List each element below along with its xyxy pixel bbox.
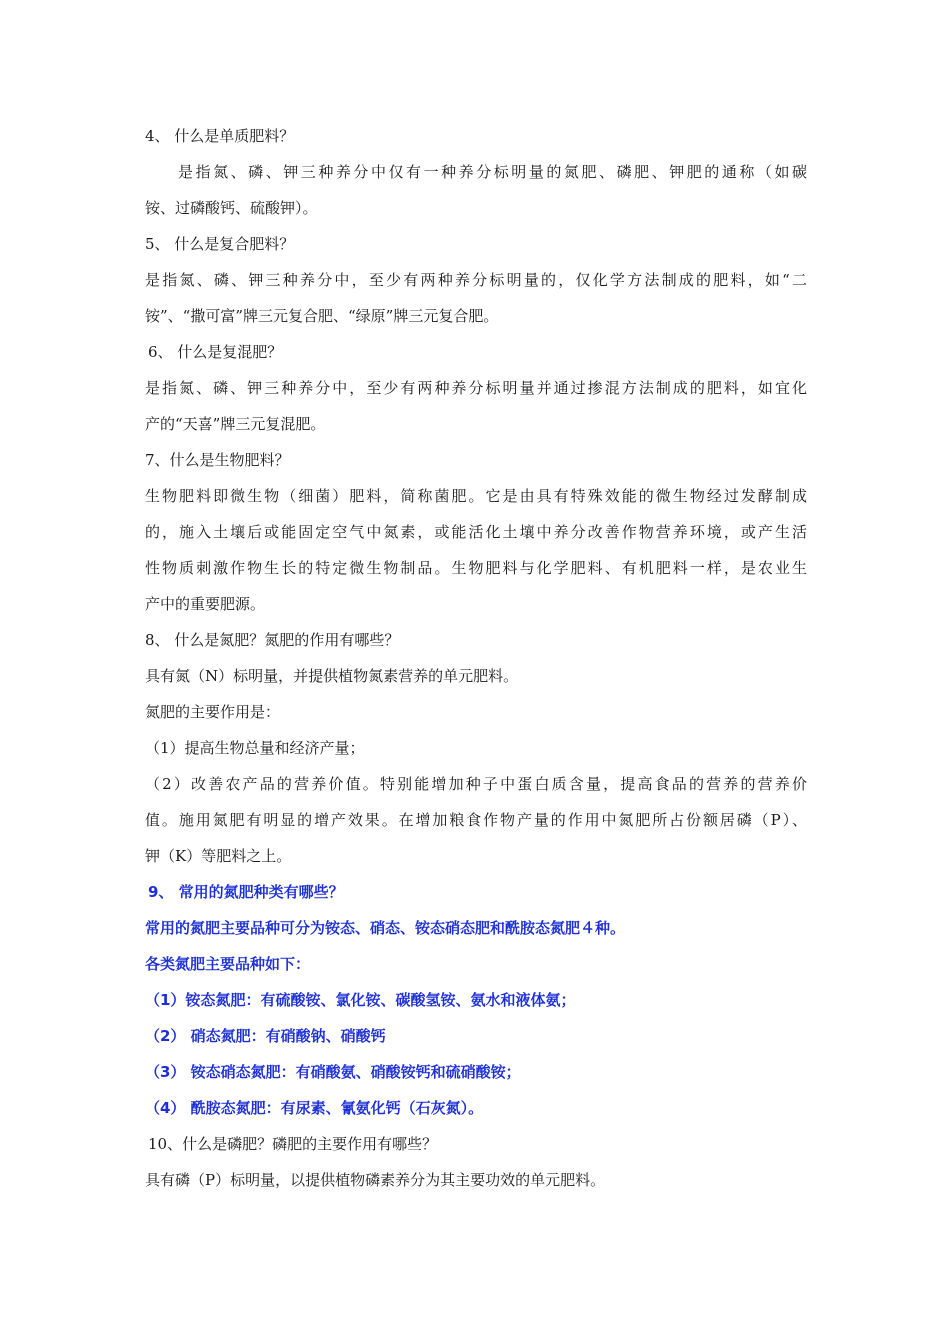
question-9-item-2: （2） 硝态氮肥：有硝酸钠、硝酸钙 xyxy=(145,1027,386,1045)
question-8-title: 8、 什么是氮肥？氮肥的作用有哪些？ xyxy=(145,631,400,649)
question-10-answer-line: 具有磷（P）标明量，以提供植物磷素养分为其主要功效的单元肥料。 xyxy=(145,1171,606,1189)
question-8-point-2-line: 值。施用氮肥有明显的增产效果。在增加粮食作物产量的作用中氮肥所占份额居磷（P）、 xyxy=(145,811,807,829)
question-7-title: 7、什么是生物肥料？ xyxy=(145,451,290,469)
question-8-answer-line: 具有氮（N）标明量，并提供植物氮素营养的单元肥料。 xyxy=(145,667,519,685)
question-4-answer-line: 铵、过磷酸钙、硫酸钾）。 xyxy=(145,199,318,217)
question-6-title: 6、 什么是复混肥？ xyxy=(148,343,283,361)
question-6-answer-line: 产的“天喜”牌三元复混肥。 xyxy=(145,415,326,433)
question-7-answer-line: 的，施入土壤后或能固定空气中氮素，或能活化土壤中养分改善作物营养环境，或产生活 xyxy=(145,523,807,541)
question-8-point-1: （1）提高生物总量和经济产量； xyxy=(145,739,365,757)
question-7-answer-line: 产中的重要肥源。 xyxy=(145,595,266,613)
question-7-answer-line: 性物质刺激作物生长的特定微生物制品。生物肥料与化学肥料、有机肥料一样，是农业生 xyxy=(145,559,807,577)
question-9-item-4: （4） 酰胺态氮肥：有尿素、氰氨化钙（石灰氮）。 xyxy=(145,1099,484,1117)
document-body xyxy=(145,118,807,1198)
question-6-answer-line: 是指氮、磷、钾三种养分中，至少有两种养分标明量并通过掺混方法制成的肥料，如宜化 xyxy=(145,379,807,397)
question-8-point-2-line: 钾（K）等肥料之上。 xyxy=(145,847,292,865)
question-8-answer-line: 氮肥的主要作用是： xyxy=(145,703,281,721)
question-8-point-2-line: （2）改善农产品的营养价值。特别能增加种子中蛋白质含量，提高食品的营养的营养价 xyxy=(145,775,807,793)
question-5-answer-line: 铵”、“撒可富”牌三元复合肥、“绿原”牌三元复合肥。 xyxy=(145,307,499,325)
question-9-item-1: （1）铵态氮肥：有硫酸铵、氯化铵、碳酸氢铵、氨水和液体氨； xyxy=(145,991,576,1009)
question-9-item-3: （3） 铵态硝态氮肥：有硝酸氨、硝酸铵钙和硫硝酸铵； xyxy=(145,1063,521,1081)
question-9-answer-line: 常用的氮肥主要品种可分为铵态、硝态、铵态硝态肥和酰胺态氮肥４种。 xyxy=(145,919,626,937)
question-10-title: 10、什么是磷肥？磷肥的主要作用有哪些？ xyxy=(148,1135,438,1153)
question-4-title: 4、 什么是单质肥料？ xyxy=(145,127,295,145)
question-5-answer-line: 是指氮、磷、钾三种养分中，至少有两种养分标明量的，仅化学方法制成的肥料，如“二 xyxy=(145,271,807,289)
question-9-answer-line: 各类氮肥主要品种如下： xyxy=(145,955,311,973)
question-9-title: 9、 常用的氮肥种类有哪些？ xyxy=(148,883,344,901)
question-4-answer-line: 是指氮、磷、钾三种养分中仅有一种养分标明量的氮肥、磷肥、钾肥的通称（如碳 xyxy=(178,163,807,181)
question-5-title: 5、 什么是复合肥料？ xyxy=(145,235,295,253)
question-7-answer-line: 生物肥料即微生物（细菌）肥料，简称菌肥。它是由具有特殊效能的微生物经过发酵制成 xyxy=(145,487,807,505)
